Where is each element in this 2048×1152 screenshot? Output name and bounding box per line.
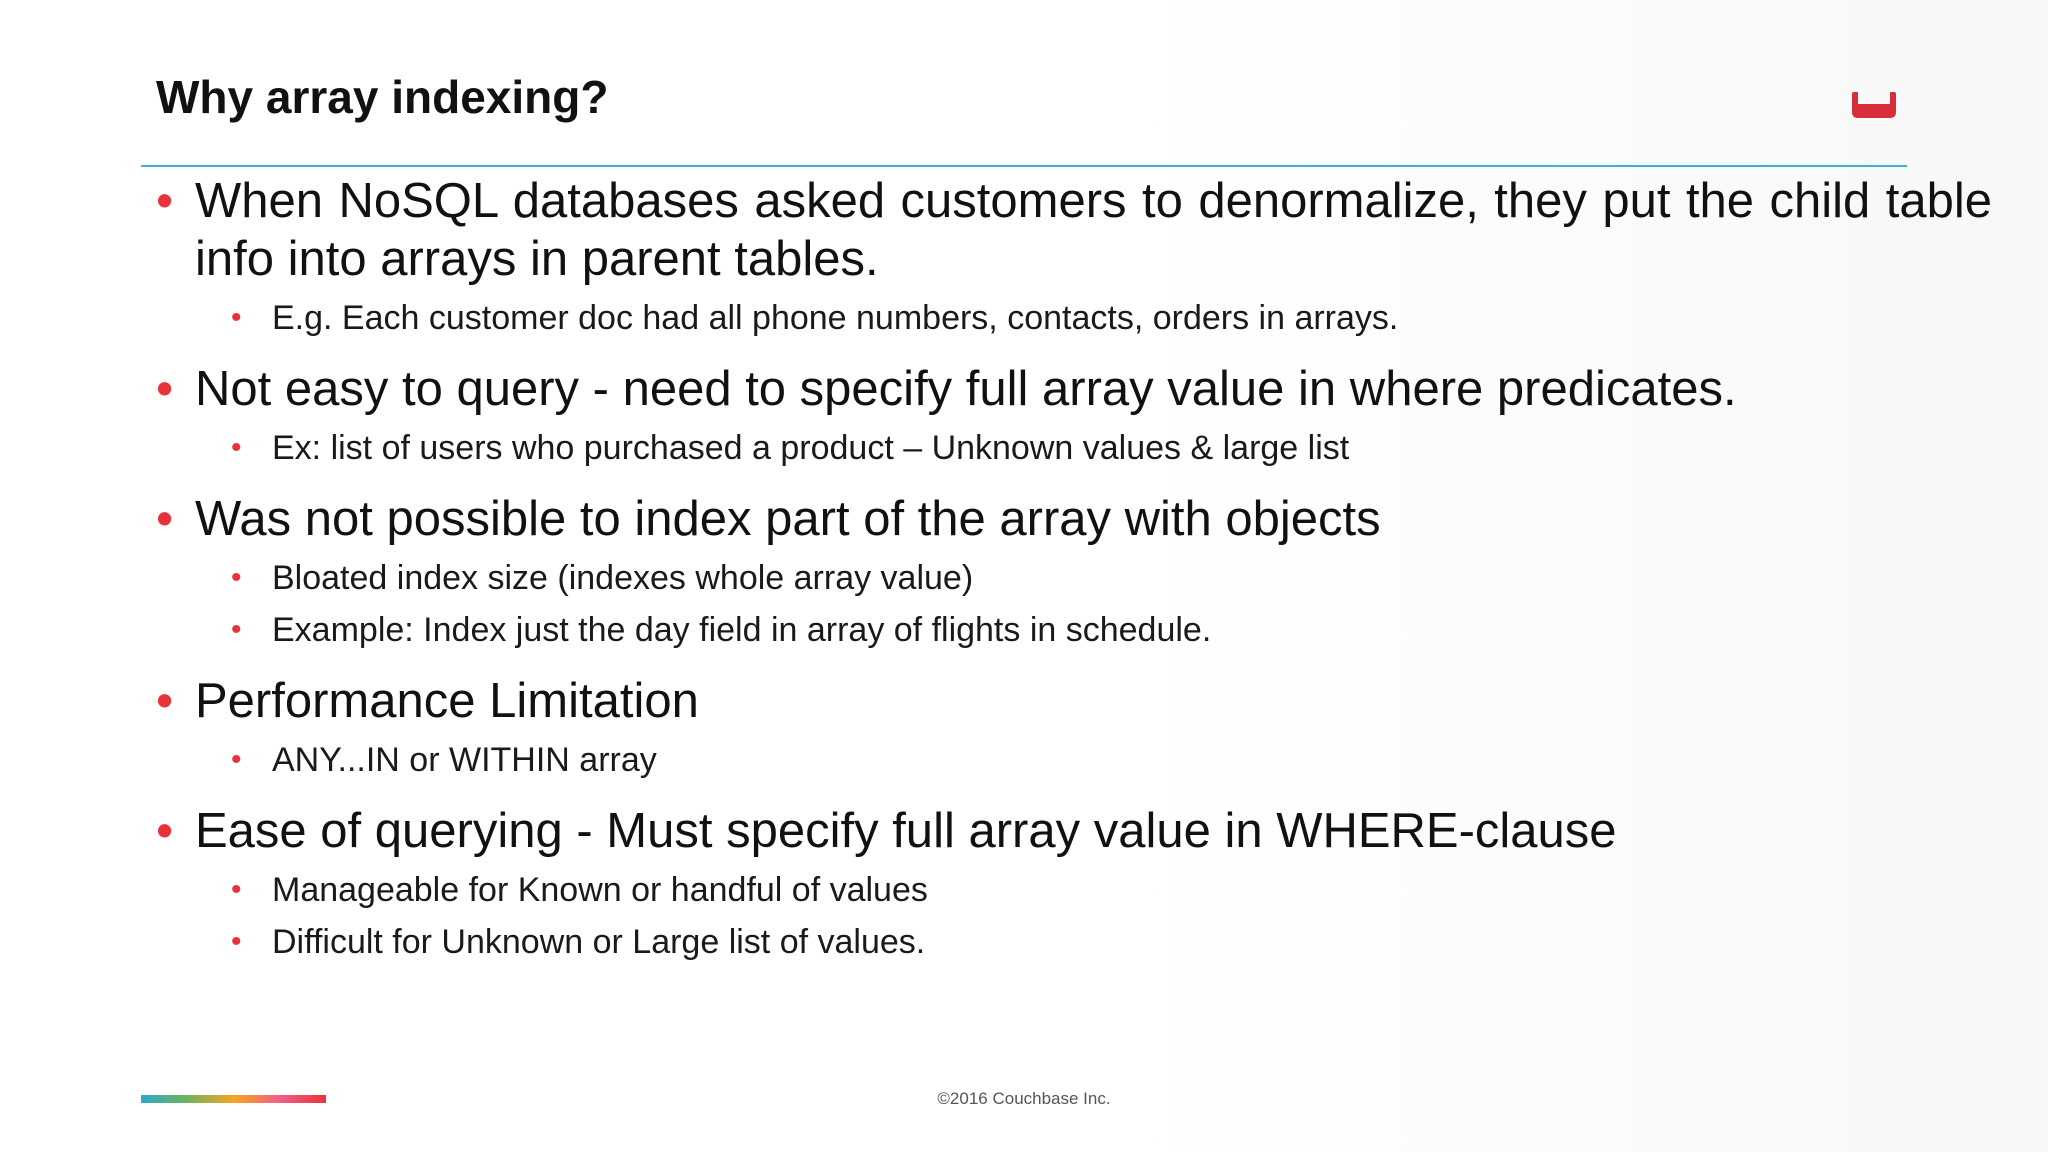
sub-bullet-text: E.g. Each customer doc had all phone numbers, contacts, orders in arrays. bbox=[272, 299, 1399, 337]
sub-bullet-marker: • bbox=[231, 873, 242, 906]
bullet-item bbox=[156, 490, 1956, 548]
bullet-text: Was not possible to index part of the array with objects bbox=[195, 492, 1381, 546]
bullet-marker: • bbox=[156, 674, 174, 728]
sub-bullet-text: ANY...IN or WITHIN array bbox=[272, 741, 657, 779]
bullet-item bbox=[156, 360, 1956, 418]
slide-title: Why array indexing? bbox=[156, 71, 609, 123]
sub-bullet-item bbox=[156, 734, 1956, 786]
bullet-marker: • bbox=[156, 174, 174, 228]
sub-bullet-text: Example: Index just the day field in array of flights in schedule. bbox=[272, 611, 1212, 649]
sub-bullet-marker: • bbox=[231, 613, 242, 646]
sub-bullet-item bbox=[156, 604, 1956, 656]
bullet-item bbox=[156, 802, 1956, 860]
sub-bullet-item bbox=[156, 292, 1956, 344]
bullet-text: Ease of querying - Must specify full array value in WHERE-clause bbox=[195, 804, 1617, 858]
sub-bullet-marker: • bbox=[231, 925, 242, 958]
bullet-marker: • bbox=[156, 362, 174, 416]
sub-bullet-item bbox=[156, 864, 1956, 916]
sub-bullet-marker: • bbox=[231, 301, 242, 334]
bullet-list bbox=[156, 172, 1992, 968]
sub-bullet-item bbox=[156, 422, 1956, 474]
sub-bullet-marker: • bbox=[231, 431, 242, 464]
sub-bullet-marker: • bbox=[231, 743, 242, 776]
sub-bullet-marker: • bbox=[231, 561, 242, 594]
sub-bullet-item bbox=[156, 552, 1956, 604]
couchbase-logo-icon bbox=[1850, 92, 1898, 118]
title-divider bbox=[141, 165, 1907, 167]
sub-bullet-text: Manageable for Known or handful of values bbox=[272, 871, 928, 909]
bullet-item bbox=[156, 672, 1956, 730]
bullet-marker: • bbox=[156, 492, 174, 546]
sub-bullet-text: Bloated index size (indexes whole array value) bbox=[272, 559, 974, 597]
copyright-text: ©2016 Couchbase Inc. bbox=[937, 1089, 1111, 1108]
bullet-text: Not easy to query - need to specify full array value in where predicates. bbox=[195, 362, 1737, 416]
sub-bullet-text: Ex: list of users who purchased a product – Unknown values & large list bbox=[272, 429, 1350, 467]
bullet-text: Performance Limitation bbox=[195, 674, 699, 728]
bullet-item bbox=[156, 172, 1992, 288]
bullet-text: When NoSQL databases asked customers to denormalize, they put the child table info into arrays in parent tables. bbox=[195, 174, 1992, 286]
bullet-marker: • bbox=[156, 804, 174, 858]
sub-bullet-item bbox=[156, 916, 1956, 968]
sub-bullet-text: Difficult for Unknown or Large list of values. bbox=[272, 923, 926, 961]
